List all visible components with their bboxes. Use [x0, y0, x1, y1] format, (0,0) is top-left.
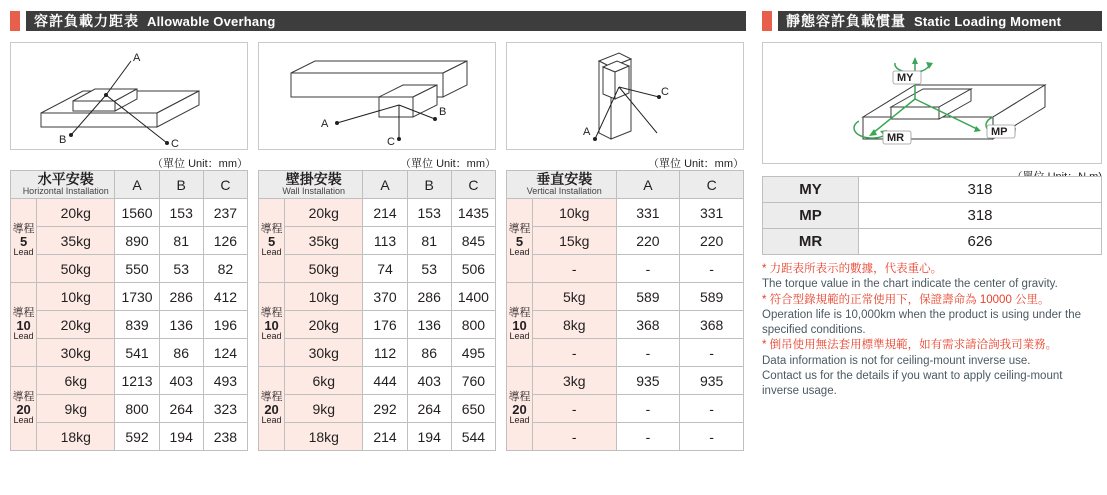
table-row [11, 339, 248, 367]
load-cell: - [532, 395, 616, 423]
notes-block [762, 262, 1107, 400]
load-cell: - [532, 423, 616, 451]
lead-number: 20 [512, 402, 527, 417]
section-header-static-loading-moment [762, 10, 1102, 32]
lead-label-en: Lead [13, 415, 34, 425]
table-row [259, 423, 496, 451]
load-cell: 35kg [285, 227, 363, 255]
load-cell: 20kg [285, 311, 363, 339]
value-cell: 331 [616, 199, 680, 227]
value-cell: 368 [680, 311, 744, 339]
table-row [259, 367, 496, 395]
diagram-horizontal-installation [10, 42, 248, 150]
lead-number: 20 [16, 402, 31, 417]
lead-number: 10 [16, 318, 31, 333]
value-cell: 800 [451, 311, 495, 339]
note-line: Contact us for the details if you want to apply ceiling-mount [762, 369, 1063, 382]
table-title-en: Wall Installation [282, 186, 346, 197]
value-cell: 53 [407, 255, 451, 283]
table-title-cn: 垂直安裝 [536, 171, 593, 188]
lead-label-cn: 導程 [260, 391, 283, 403]
value-cell: 286 [159, 283, 203, 311]
lead-group-20 [259, 367, 285, 451]
load-cell: 18kg [37, 423, 115, 451]
table-row [507, 227, 744, 255]
table-title-en: Vertical Installation [526, 186, 602, 197]
note-line: Data information is not for ceiling-mount inverse use. [762, 354, 1031, 367]
load-cell: 10kg [285, 283, 363, 311]
column-header-a: A [363, 171, 407, 199]
value-cell: 214 [363, 423, 407, 451]
note-line: inverse usage. [762, 385, 837, 398]
value-cell: 370 [363, 283, 407, 311]
note-line: The torque value in the chart indicate the center of gravity. [762, 278, 1058, 291]
value-cell: 323 [203, 395, 247, 423]
table-row [11, 283, 248, 311]
value-cell: 589 [680, 283, 744, 311]
note-line: specified conditions. [762, 324, 866, 337]
section-header-allowable-overhang [10, 10, 746, 32]
table-row [259, 199, 496, 227]
load-cell: - [532, 255, 616, 283]
value-cell: 403 [159, 367, 203, 395]
value-cell: 845 [451, 227, 495, 255]
diagram-static-loading-moment [762, 42, 1102, 164]
value-cell: 292 [363, 395, 407, 423]
value-cell: 238 [203, 423, 247, 451]
svg-text:B: B [59, 134, 67, 146]
value-cell: 237 [203, 199, 247, 227]
value-cell: 53 [159, 255, 203, 283]
value-cell: 126 [203, 227, 247, 255]
table-title-cell [11, 171, 115, 199]
axis-value-mr: 626 [859, 229, 1102, 255]
value-cell: 800 [115, 395, 159, 423]
load-cell: 18kg [285, 423, 363, 451]
value-cell: 264 [407, 395, 451, 423]
lead-label-cn: 導程 [12, 391, 35, 403]
value-cell: 1400 [451, 283, 495, 311]
value-cell: - [680, 255, 744, 283]
lead-label-en: Lead [261, 247, 282, 257]
value-cell: 412 [203, 283, 247, 311]
header-accent-bar [10, 11, 20, 31]
table-row [763, 203, 1102, 229]
note-line: * 力距表所表示的數據，代表重心。 [762, 263, 943, 275]
lead-label-en: Lead [509, 331, 530, 341]
value-cell: 331 [680, 199, 744, 227]
svg-text:C: C [171, 138, 179, 149]
load-cell: 50kg [37, 255, 115, 283]
table-horizontal-installation [10, 170, 248, 451]
lead-number: 5 [515, 234, 524, 249]
diagram-wall-installation [258, 42, 496, 150]
load-cell: 9kg [37, 395, 115, 423]
lead-label-cn: 導程 [508, 223, 531, 235]
lead-label-en: Lead [509, 247, 530, 257]
load-cell: 20kg [37, 311, 115, 339]
value-cell: - [680, 423, 744, 451]
load-cell: 10kg [37, 283, 115, 311]
value-cell: 176 [363, 311, 407, 339]
load-cell: 6kg [285, 367, 363, 395]
lead-label-cn: 導程 [12, 223, 35, 235]
table-title-cell [507, 171, 617, 199]
value-cell: 286 [407, 283, 451, 311]
svg-text:C: C [661, 86, 669, 98]
lead-number: 10 [264, 318, 279, 333]
table-row [11, 227, 248, 255]
wall-installation-illustration [259, 43, 495, 149]
lead-label-en: Lead [509, 415, 530, 425]
value-cell: 589 [616, 283, 680, 311]
lead-label-cn: 導程 [260, 307, 283, 319]
static-moment-illustration [763, 43, 1101, 163]
value-cell: 82 [203, 255, 247, 283]
value-cell: 86 [159, 339, 203, 367]
table-row [507, 339, 744, 367]
value-cell: 194 [407, 423, 451, 451]
header-title-en: Static Loading Moment [914, 13, 1062, 29]
value-cell: 220 [680, 227, 744, 255]
header-title-cn: 容許負載力距表 [34, 13, 139, 29]
value-cell: 444 [363, 367, 407, 395]
load-cell: 50kg [285, 255, 363, 283]
table-title-cn: 水平安裝 [37, 171, 94, 188]
lead-number: 5 [19, 234, 28, 249]
value-cell: 194 [159, 423, 203, 451]
unit-label-wall: （單位 Unit：mm） [400, 158, 496, 170]
value-cell: 839 [115, 311, 159, 339]
lead-group-5 [259, 199, 285, 283]
column-header-c: C [451, 171, 495, 199]
table-header-row [11, 171, 248, 199]
table-row [507, 199, 744, 227]
table-row [259, 255, 496, 283]
lead-label-cn: 導程 [508, 307, 531, 319]
value-cell: 592 [115, 423, 159, 451]
table-row [763, 229, 1102, 255]
note-line: * 倒吊使用無法套用標準規範，如有需求請洽詢我司業務。 [762, 339, 1058, 352]
svg-text:A: A [133, 52, 141, 64]
value-cell: 86 [407, 339, 451, 367]
value-cell: - [616, 423, 680, 451]
load-cell: 20kg [37, 199, 115, 227]
table-header-row [259, 171, 496, 199]
value-cell: 493 [203, 367, 247, 395]
axis-label-my: MY [763, 177, 859, 203]
value-cell: 1213 [115, 367, 159, 395]
value-cell: 214 [363, 199, 407, 227]
table-header-row [507, 171, 744, 199]
table-row [11, 311, 248, 339]
table-row [507, 255, 744, 283]
table-row [507, 423, 744, 451]
value-cell: 541 [115, 339, 159, 367]
value-cell: 113 [363, 227, 407, 255]
header-title-cn: 靜態容許負載慣量 [786, 13, 906, 29]
table-row [259, 395, 496, 423]
table-row [11, 423, 248, 451]
value-cell: 935 [616, 367, 680, 395]
note-line: Operation life is 10,000km when the product is using under the [762, 308, 1081, 321]
lead-label-cn: 導程 [260, 223, 283, 235]
unit-label-vertical: （單位 Unit：mm） [648, 158, 744, 170]
table-title-en: Horizontal Installation [22, 186, 109, 197]
svg-text:B: B [439, 106, 447, 118]
header-accent-bar [762, 11, 772, 31]
table-row [259, 227, 496, 255]
value-cell: 544 [451, 423, 495, 451]
lead-number: 10 [512, 318, 527, 333]
header-title-en: Allowable Overhang [147, 13, 276, 29]
value-cell: 1435 [451, 199, 495, 227]
value-cell: - [616, 395, 680, 423]
svg-text:C: C [387, 136, 395, 148]
unit-label-horizontal: （單位 Unit：mm） [152, 158, 248, 170]
vertical-installation-illustration [507, 43, 743, 149]
lead-number: 5 [267, 234, 276, 249]
lead-label-en: Lead [261, 415, 282, 425]
value-cell: 1560 [115, 199, 159, 227]
load-cell: 5kg [532, 283, 616, 311]
table-row [259, 311, 496, 339]
svg-text:A: A [583, 126, 591, 138]
table-row [763, 177, 1102, 203]
value-cell: 81 [407, 227, 451, 255]
value-cell: 153 [159, 199, 203, 227]
value-cell: 368 [616, 311, 680, 339]
load-cell: 6kg [37, 367, 115, 395]
value-cell: 890 [115, 227, 159, 255]
load-cell: 10kg [532, 199, 616, 227]
lead-group-5 [11, 199, 37, 283]
table-row [507, 283, 744, 311]
lead-label-cn: 導程 [508, 391, 531, 403]
header-band [778, 11, 1102, 31]
load-cell: 3kg [532, 367, 616, 395]
lead-group-20 [11, 367, 37, 451]
value-cell: 112 [363, 339, 407, 367]
value-cell: 136 [407, 311, 451, 339]
table-static-loading-moment [762, 176, 1102, 255]
lead-group-5 [507, 199, 533, 283]
load-cell: - [532, 339, 616, 367]
value-cell: 1730 [115, 283, 159, 311]
value-cell: 403 [407, 367, 451, 395]
value-cell: 506 [451, 255, 495, 283]
column-header-c: C [203, 171, 247, 199]
load-cell: 30kg [285, 339, 363, 367]
svg-text:MP: MP [991, 126, 1008, 138]
load-cell: 20kg [285, 199, 363, 227]
lead-number: 20 [264, 402, 279, 417]
value-cell: 196 [203, 311, 247, 339]
lead-label-cn: 導程 [12, 307, 35, 319]
load-cell: 8kg [532, 311, 616, 339]
value-cell: 495 [451, 339, 495, 367]
lead-label-en: Lead [261, 331, 282, 341]
table-row [259, 339, 496, 367]
value-cell: 760 [451, 367, 495, 395]
svg-text:MY: MY [897, 72, 914, 84]
svg-text:A: A [321, 118, 329, 130]
value-cell: 264 [159, 395, 203, 423]
lead-group-20 [507, 367, 533, 451]
horizontal-installation-illustration [11, 43, 247, 149]
value-cell: 650 [451, 395, 495, 423]
value-cell: - [616, 255, 680, 283]
column-header-a: A [115, 171, 159, 199]
note-line: * 符合型錄規範的正常使用下，保證壽命為 10000 公里。 [762, 293, 1050, 306]
load-cell: 9kg [285, 395, 363, 423]
value-cell: 550 [115, 255, 159, 283]
axis-value-mp: 318 [859, 203, 1102, 229]
table-row [11, 255, 248, 283]
table-row [507, 395, 744, 423]
table-title-cn: 壁掛安裝 [285, 171, 342, 188]
load-cell: 30kg [37, 339, 115, 367]
header-band [26, 11, 746, 31]
lead-group-10 [259, 283, 285, 367]
column-header-b: B [407, 171, 451, 199]
table-row [11, 367, 248, 395]
value-cell: 935 [680, 367, 744, 395]
value-cell: 153 [407, 199, 451, 227]
value-cell: 74 [363, 255, 407, 283]
column-header-a: A [616, 171, 680, 199]
lead-label-en: Lead [13, 247, 34, 257]
lead-group-10 [11, 283, 37, 367]
lead-label-en: Lead [13, 331, 34, 341]
axis-label-mr: MR [763, 229, 859, 255]
diagram-vertical-installation [506, 42, 744, 150]
column-header-b: B [159, 171, 203, 199]
svg-text:MR: MR [887, 132, 905, 144]
table-title-cell [259, 171, 363, 199]
value-cell: 81 [159, 227, 203, 255]
table-row [11, 199, 248, 227]
value-cell: 220 [616, 227, 680, 255]
axis-label-mp: MP [763, 203, 859, 229]
load-cell: 15kg [532, 227, 616, 255]
value-cell: - [616, 339, 680, 367]
table-wall-installation [258, 170, 496, 451]
table-row [11, 395, 248, 423]
column-header-c: C [680, 171, 744, 199]
value-cell: 124 [203, 339, 247, 367]
lead-group-10 [507, 283, 533, 367]
value-cell: - [680, 395, 744, 423]
value-cell: - [680, 339, 744, 367]
table-row [259, 283, 496, 311]
load-cell: 35kg [37, 227, 115, 255]
table-row [507, 311, 744, 339]
axis-value-my: 318 [859, 177, 1102, 203]
value-cell: 136 [159, 311, 203, 339]
table-vertical-installation [506, 170, 744, 451]
table-row [507, 367, 744, 395]
